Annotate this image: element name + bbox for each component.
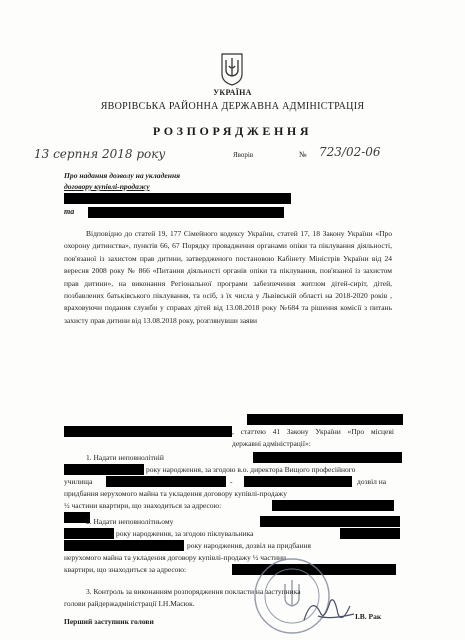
item-1-line-3-start: училища bbox=[64, 477, 93, 486]
document-type-heading: РОЗПОРЯДЖЕННЯ bbox=[152, 124, 313, 138]
item-2-line-3: року народження, дозвіл на придбання bbox=[187, 541, 311, 550]
administration-heading: ЯВОРІВСЬКА РАЙОННА ДЕРЖАВНА АДМІНІСТРАЦІЯ bbox=[100, 101, 365, 112]
place-label: Яворів bbox=[233, 151, 254, 159]
redaction-bar bbox=[260, 516, 400, 527]
preamble-paragraph bbox=[64, 228, 392, 327]
clause-3-line-2: голови райдержадміністрації І.Н.Масюк. bbox=[64, 599, 195, 608]
handwritten-signature-icon bbox=[300, 592, 358, 628]
number-sign: № bbox=[299, 150, 307, 159]
redaction-bar bbox=[88, 207, 284, 218]
redaction-bar bbox=[247, 414, 403, 425]
item-1-line-5: ½ частини квартири, що знаходиться за адресою: bbox=[64, 501, 222, 510]
redaction-bar bbox=[64, 426, 232, 437]
item-2-line-1: 2. Надати неповнолітньому bbox=[86, 517, 174, 526]
item-2-line-4: нерухомого майна та укладення договору купівлі-продажу ½ частини bbox=[64, 553, 286, 562]
redaction-bar bbox=[64, 528, 114, 539]
subject-line-1: Про надання дозволу на укладення bbox=[64, 171, 181, 180]
subject-line-2: договору купівлі-продажу bbox=[64, 182, 150, 191]
redaction-bar bbox=[253, 452, 402, 463]
redaction-bar bbox=[64, 193, 291, 204]
item-1-dash: - bbox=[230, 477, 233, 486]
preamble-ending: , статтею 41 Закону України «Про місцеві державні адміністрації»: bbox=[232, 427, 394, 449]
item-1-line-2: року народження, за згодою в.о. директора Вищого професійного bbox=[146, 465, 356, 474]
clause-3-line-1: 3. Контроль за виконанням розпорядження покласти на заступника bbox=[86, 587, 301, 596]
redaction-bar bbox=[244, 476, 352, 487]
handwritten-document-number: 723/02-06 bbox=[319, 145, 381, 159]
item-2-line-2: року народження, за згодою піклувальника bbox=[116, 529, 254, 538]
subject-block bbox=[64, 170, 180, 192]
signatory-name: І.В. Рак bbox=[355, 612, 382, 621]
redaction-bar bbox=[64, 464, 144, 475]
redaction-bar bbox=[340, 528, 400, 539]
preamble-text: Відповідно до статей 19, 177 Сімейного кодексу України, статей 17, 18 Закону України «Про охорону дитинства», пунктів 66, 67 Порядку провадження органами опіки та піклування діяльності, пов'язаної із захистом прав дитини, затвердженого постановою Кабінету Міністрів України від 24 вересня 2008 року № 866 «Питання діяльності органів опіки та піклування, пов'язаної із захистом прав дитини», на виконання Регіональної програми забезпечення житлом дітей-сиріт, дітей, позбавлених батьківського піклування, та осіб, з їх числа у Львівській області на 2018-2020 років , враховуючи подання служби у справах дітей від 13.08.2018 року №684 та рішення комісії з питань захисту прав дитини від 13.08.2018 року, розглянувши заяви bbox=[64, 229, 392, 325]
redaction-bar bbox=[106, 476, 226, 487]
signatory-title: Перший заступник голови bbox=[64, 617, 154, 626]
trident-coat-of-arms-icon bbox=[220, 52, 244, 86]
item-1-line-4: придбання нерухомого майна та укладення договору купівлі-продажу bbox=[64, 489, 287, 498]
item-1-line-1: 1. Надати неповнолітній bbox=[86, 453, 164, 462]
handwritten-date: 13 серпня 2018 року bbox=[34, 147, 166, 161]
redaction-bar bbox=[64, 540, 184, 551]
item-1-line-3-end: дозвіл на bbox=[357, 477, 387, 486]
item-2-line-5: квартири, що знаходиться за адресою: bbox=[64, 565, 187, 574]
redaction-bar bbox=[272, 500, 394, 511]
country-heading: УКРАЇНА bbox=[213, 88, 252, 97]
subject-ta: та bbox=[64, 207, 75, 216]
